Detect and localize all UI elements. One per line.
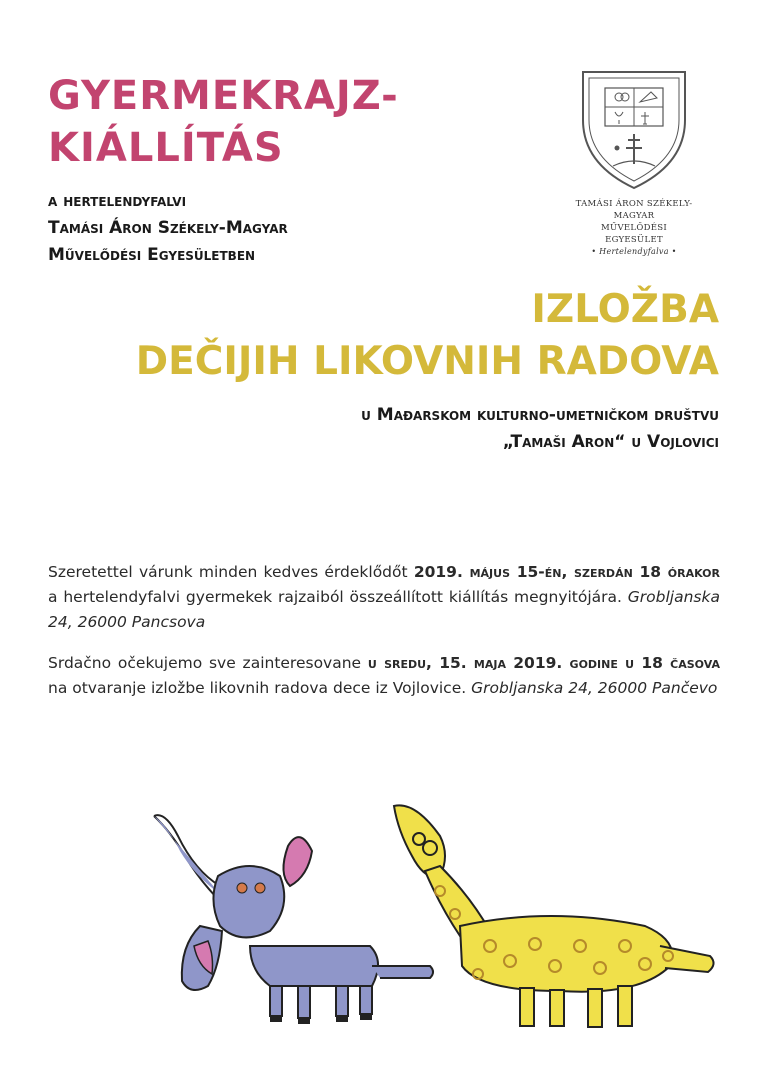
hungarian-subtitle-line-3: Művelődési Egyesületben — [48, 245, 256, 265]
invitation-hungarian — [48, 560, 720, 635]
hungarian-subtitle-line-2: Tamási Áron Székely-Magyar — [48, 218, 288, 238]
logo-name-line-2: MŰVELŐDÉSI EGYESÜLET — [600, 223, 668, 245]
hungarian-title — [48, 70, 399, 174]
invitation-sr-address: Grobljanska 24, 26000 Pančevo — [471, 679, 718, 697]
invitation-sr-date: u sredu, 15. maja 2019. godine u 18 časova — [367, 654, 720, 672]
invitation-hu-date: 2019. május 15-én, szerdán 18 órakor — [413, 563, 720, 581]
hungarian-subtitle — [48, 188, 288, 269]
invitation-sr-text-after: na otvaranje izložbe likovnih radova dece iz Vojlovice. — [48, 679, 472, 697]
invitation-hu-text-after: a hertelendyfalvi gyermekek rajzaiból összeállított kiállítás megnyitójára. — [48, 588, 628, 606]
invitation-hu-text-before: Szeretettel várunk minden kedves érdeklődőt — [48, 563, 414, 581]
invitation-hu-address: Grobljanska 24, 26000 Pancsova — [48, 588, 720, 631]
serbian-subtitle-line-2: „Tamaši Aron“ u Vojlovici — [502, 432, 719, 452]
logo-caption — [572, 198, 696, 258]
serbian-subtitle-line-1: u Mađarskom kulturno-umetničkom društvu — [361, 405, 719, 425]
association-logo — [572, 68, 696, 258]
giraffe-drawing — [394, 805, 714, 1027]
elephant-drawing — [154, 815, 433, 1024]
serbian-subtitle — [361, 402, 719, 456]
serbian-title — [136, 284, 719, 388]
serbian-title-line-2: DEČIJIH LIKOVNIH RADOVA — [135, 339, 719, 384]
invitation-serbian — [48, 651, 720, 701]
logo-place: • Hertelendyfalva • — [591, 247, 677, 256]
serbian-title-line-1: IZLOŽBA — [531, 287, 719, 332]
invitation-sr-text-before: Srdačno očekujemo sve zainteresovane — [48, 654, 368, 672]
hungarian-title-line-1: GYERMEKRAJZ- — [48, 73, 399, 119]
hungarian-subtitle-line-1: a hertelendyfalvi — [48, 191, 187, 211]
children-drawing — [140, 796, 730, 1046]
logo-name-line-1: TAMÁSI ÁRON SZÉKELY-MAGYAR — [575, 199, 693, 221]
hungarian-title-line-2: KIÁLLÍTÁS — [48, 125, 284, 171]
shield-emblem-icon — [579, 68, 689, 192]
